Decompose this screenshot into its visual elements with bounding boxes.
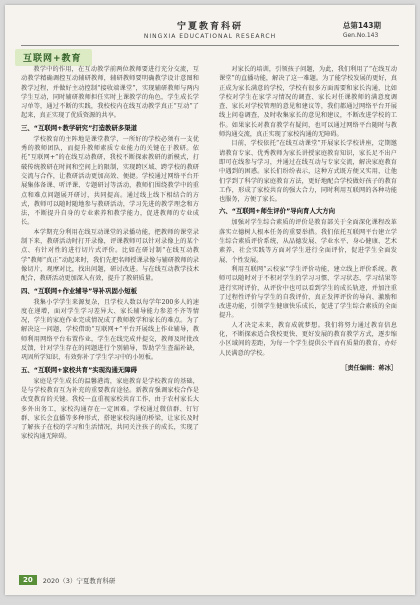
- body-paragraph: 学校教育的主阵地是课堂教学，一所好的学校必须有一支优秀的教师团队，而提升教师素质专业能力的关键在于教研。依托“互联网+”的在线互动教研，我校不断探索教研的新模式，打破传统教研在时间和空间上的限制，实现跨区域、跨学校的教研交流与合作，让教研活动更加高效、便捷。学校通过网络平台开展集体备课、听评课、专题研讨等活动，教师们围绕教学中的重点和难点问题展开研讨，共同提高。通过线上线下相结合的方式，教师可以随时随地参与教研活动，学习先进的教学理念和方法，不断提升自身的专业素养和教学能力，促进教师的专业成长。: [21, 135, 199, 227]
- body-paragraph: 人才决定未来，教育成就梦想。我们将努力通过教育信息化，不断探索适合我校更快、更好发展的教育教学方式，逐步缩小区域间的差距，为每一个学生提供公平而有质量的教育，办好人民满意的学校。: [219, 321, 397, 357]
- page-number: 20: [19, 575, 37, 585]
- body-paragraph: 目前，学校依托“在线互动课堂”开展家长学校讲座，定期邀请教育专家、优秀教师为家长讲授家庭教育知识，家长足不出户即可在线参与学习，并通过在线互动与专家交流，解决家庭教育中遇到的困惑。家长们纷纷表示，这种方式既方便又实用，让他们学到了科学的家庭教育方法，更好地配合学校做好孩子的教育工作，形成了家校共育的强大合力，同时利用互联网的各种功能也服务，方便了家长。: [219, 140, 397, 204]
- body-paragraph: 我集小学学生来源复杂，且学校人数以每学年200多人的速度在递增，面对学生学习差异大、家长辅导能力参差不齐等情况，学生的家庭作业完成情况成了教师教学和家长的难点。为了解决这一问题，学校借助“互联网+”平台开展线上作业辅导，教师利用网络平台布置作业，学生在线完成并提交，教师及时批改反馈，针对学生存在的问题进行个别辅导，帮助学生查漏补缺，巩固所学知识，有效弥补了学生学习中的小短板。: [21, 298, 199, 362]
- page-footer: [19, 575, 115, 585]
- issue-number-cn: 总第143期: [342, 21, 381, 30]
- section-tag-label: 互联网+教育: [23, 54, 82, 64]
- header-divider: [21, 45, 399, 46]
- footer-issue-line: 2020（3）宁夏教育科研: [42, 576, 116, 585]
- body-paragraph: 利用互联网“云校家”学生评价功能，建立线上评价系统。教师可以随时对于不积对学生的学习习惯、学习状态、学习结果等进行实时评价，从评价中也可以看到学生的成长轨迹，并加注重了过程性评价与学生的自我评价，真正发挥评价的导向、激励和改进功能，引领学生健康快乐成长，促进了学生综合素质的全面提升。: [219, 265, 397, 320]
- editor-credit: ［责任编辑：蒋冰］: [341, 364, 397, 372]
- body-paragraph: 对家长的培训，引领孩子问题，为此，我们利用了“在线互动课堂”的直播功能，解决了这一难题。为了能学校发展的更好，真正成为家长满意的学校，学校有很多方面需要和家长沟通，比如学校对学生在家学习情况的调查、家长对任课教师的满意度调查、家长对学校管理的意见和建议等，我们都通过网络平台开展线上问卷调查，及时收集家长的意见和建议，不断改进学校的工作。如果家长对教育教学有疑问，也可以通过网络平台随时与教师沟通交流，真正实现了家校沟通的无障碍。: [219, 66, 397, 139]
- journal-title-en: NINGXIA EDUCATIONAL RESEARCH: [143, 33, 277, 40]
- section-tag: [15, 49, 92, 66]
- journal-title-cn: 宁夏教育科研: [176, 22, 243, 32]
- section-heading: 三、“互联网+教学研究”打造教研多渠道: [21, 123, 138, 132]
- body-paragraph: 家庭是学生成长的温馨港湾，家庭教育是学校教育的基础，是与学校教育互为补充的重要教育途径。新教育强调家校合作是改变教育的关键。我校一直重视家校共育工作，由于农村家长大多外出务工，家校沟通存在一定困难。学校通过微信群、钉钉群、家长会直播等多种形式，搭建家校沟通的桥梁，让家长及时了解孩子在校的学习和生活情况，共同关注孩子的成长，实现了家校沟通无障碍。: [21, 377, 199, 441]
- issue-number: [343, 20, 381, 39]
- issue-number-en: Gen.No.143: [342, 32, 379, 39]
- right-column: [219, 65, 397, 373]
- body-paragraph: 加强对学生综合素质的评价是教育部关于全面深化课程改革落实立德树人根本任务的重要举措。我们依托互联网平台建立学生综合素质评价系统，从品德发展、学业水平、身心健康、艺术素养、社会实践等方面对学生进行全面评价，促进学生全面发展、个性发展。: [219, 219, 397, 264]
- section-heading: 四、“互联网+作业辅导”导补巩固小短板: [21, 286, 138, 295]
- journal-page: [5, 5, 415, 595]
- body-paragraph: 本学期充分利用在线互动课堂的录播功能，把教师的课堂录制下来，教研活动时打开录像，评课教师可以针对录像上的某个点、有针对性的进行切片式评价。比如在研讨制“在线互动教学”教师“真正”动起来时，我们先把名师授课录像与辅研教师的录像切片，观摩对比，找出问题，研讨改进。与在线互动教学技术配合，教研活动更加深入有效，提升了教研质量。: [21, 228, 199, 283]
- section-heading: 六、“互联网+师生评价”导向育人大方向: [219, 207, 336, 216]
- body-paragraph: 教学中的作用，在互动教学前两位教师要进行充分交流，互动教学精确调控互动辅研教师，辅研教师要明确教学设计意图和教学过程，并做好主动控制“接收端课堂”，实现辅研教师与两内学生互动，同时辅研教师担任实时上课教学的角色，学生成长学习单等，通过不断的实践，我校校内在线互动教学真正“互动”了起来，真正实现了优质资源的共享。: [21, 66, 199, 120]
- left-column: [21, 65, 199, 442]
- section-heading: 五、“互联网+家校共育”实现沟通无障碍: [21, 365, 138, 374]
